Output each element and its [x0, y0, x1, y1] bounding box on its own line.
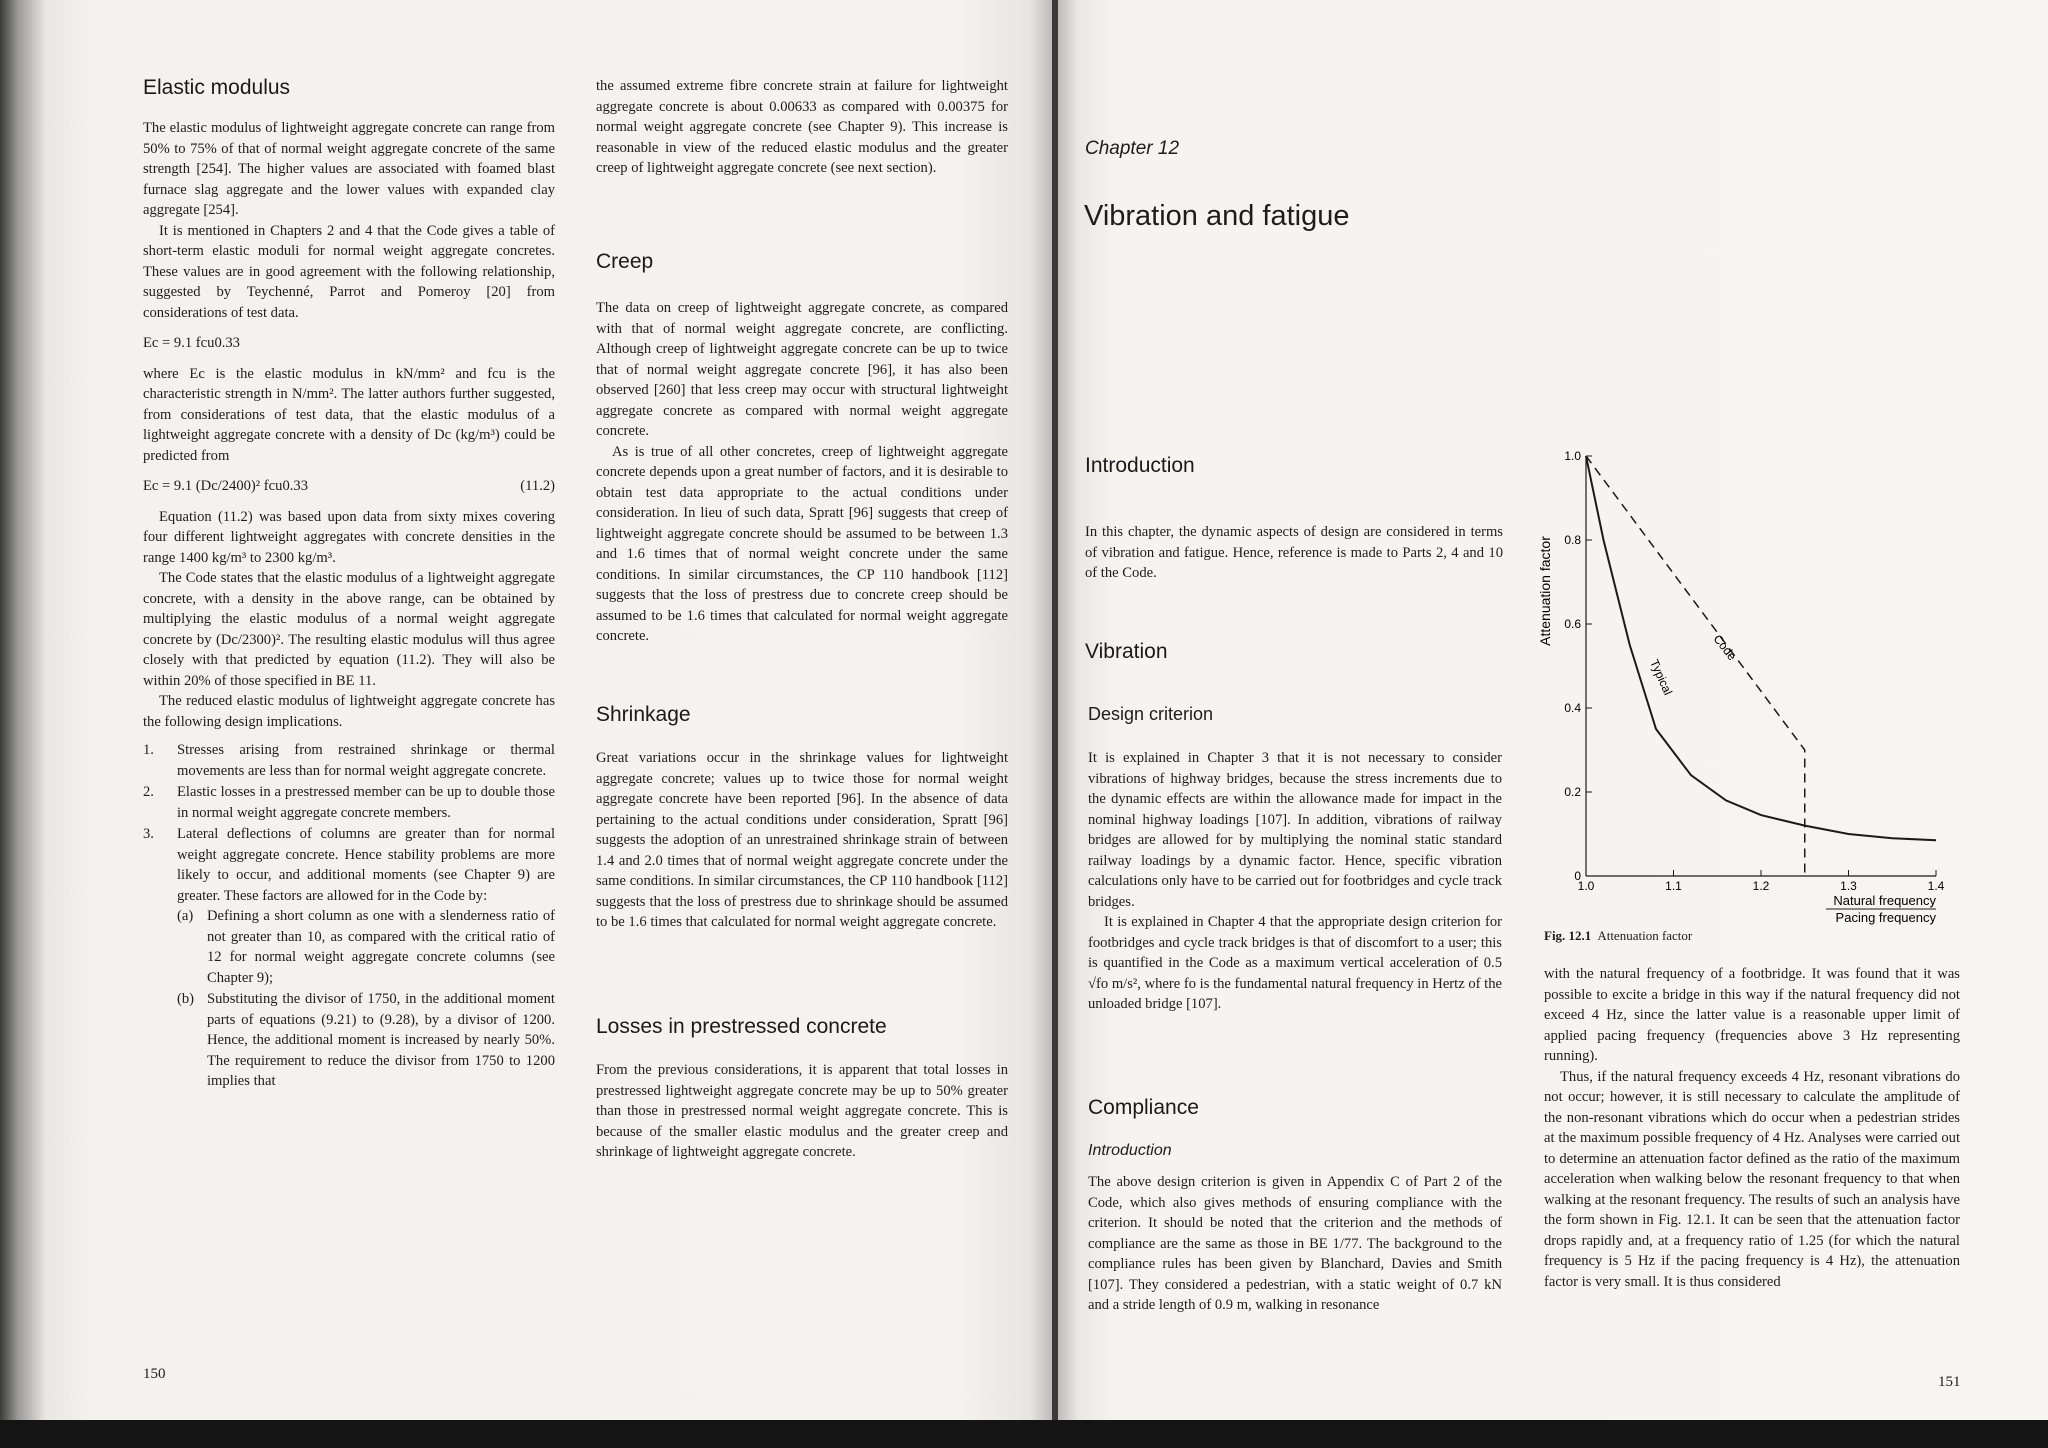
y-tick-label: 0: [1574, 869, 1581, 883]
chart-series: [1586, 456, 1936, 876]
paragraph: The reduced elastic modulus of lightweight aggregate concrete has the following design implications.: [143, 693, 555, 730]
heading-introduction: Introduction: [1085, 454, 1195, 477]
left-column-2-top: [596, 76, 1008, 179]
chapter-label: Chapter 12: [1085, 138, 1180, 159]
heading-vibration: Vibration: [1085, 640, 1168, 663]
paragraph: The Code states that the elastic modulus of a lightweight aggregate concrete, with a density in the above range, can be obtained by multiplying the elastic modulus of a normal weight aggregate concrete by (Dc/2300)². The resulting elastic modulus will thus agree closely with that predicted by equation (11.2). They will also be within 20% of those specified in BE 11.: [143, 570, 555, 689]
series-label-code: Code: [1710, 631, 1740, 664]
sub-list-item: [177, 989, 555, 1092]
x-tick-label: 1.1: [1665, 879, 1682, 893]
paragraph: The elastic modulus of lightweight aggregate concrete can range from 50% to 75% of that of normal weight aggregate concrete of the same strength [254]. The higher values are associated with foamed blast furnace slag aggregate and the lower values with expanded clay aggregate [254].: [143, 120, 555, 218]
design-criterion-text: [1088, 748, 1502, 1015]
paragraph: As is true of all other concretes, creep of lightweight aggregate concrete depends upon a great number of factors, and it is desirable to obtain test data appropriate to the actual conditions under consideration. In lieu of such data, Spratt [96] suggests that creep of lightweight aggregate concrete should be assumed to be between 1.3 and 1.6 times that of normal weight concrete under the same conditions. In similar circumstances, the CP 110 handbook [112] suggests that the loss of prestress due to concrete creep should be assumed to be 1.6 times that calculated for normal weight aggregate concrete.: [596, 443, 1008, 644]
paragraph: In this chapter, the dynamic aspects of design are considered in terms of vibration and fatigue. Hence, reference is made to Parts 2, 4 and 10 of the Code.: [1085, 524, 1503, 581]
heading-elastic-modulus: Elastic modulus: [143, 76, 291, 99]
chart-x-label-denominator: Pacing frequency: [1835, 910, 1936, 925]
paragraph: It is mentioned in Chapters 2 and 4 that the Code gives a table of short-term elastic moduli for normal weight aggregate concretes. These values are in good agreement with the following relationship, suggested by Teychenné, Parrot and Pomeroy [20] from considerations of test data.: [143, 222, 555, 321]
losses-text: [596, 1060, 1008, 1163]
paragraph: where Ec is the elastic modulus in kN/mm² and fcu is the characteristic strength in N/mm². The latter authors further suggested, from considerations of test data, that the elastic modulus of a lightweight aggregate concrete with a density of Dc (kg/m³) could be predicted from: [143, 365, 555, 464]
shrinkage-text: [596, 748, 1008, 933]
y-tick-label: 0.2: [1564, 785, 1581, 799]
figure-caption-text: Attenuation factor: [1597, 928, 1693, 943]
sub-list-item: [177, 906, 555, 988]
left-column-1: [143, 118, 555, 1093]
paragraph: From the previous considerations, it is apparent that total losses in prestressed lightweight aggregate concrete may be up to 50% greater than those in prestressed normal weight aggregate concrete. This is because of the smaller elastic modulus and the greater creep and shrinkage of lightweight aggregate concrete.: [596, 1062, 1008, 1160]
list-number: 2.: [143, 784, 154, 800]
y-tick-label: 0.4: [1564, 701, 1581, 715]
chart-x-label-numerator: Natural frequency: [1833, 893, 1936, 908]
implications-list: [143, 740, 555, 1092]
list-number: 3.: [143, 826, 154, 842]
chapter-title: Vibration and fatigue: [1084, 200, 1350, 232]
compliance-text: [1088, 1172, 1502, 1316]
paragraph: It is explained in Chapter 3 that it is not necessary to consider vibrations of highway bridges, because the stress increments due to the dynamic effects are within the allowance made for impact in the nominal highway loadings [107]. In addition, vibrations of railway bridges are allowed for by multiplying the nominal static standard railway loadings by a dynamic factor. Hence, specific vibration calculations only have to be carried out for footbridges and cycle track bridges.: [1088, 750, 1502, 910]
x-tick-label: 1.4: [1927, 879, 1945, 893]
figure-number: Fig. 12.1: [1544, 928, 1592, 943]
list-item: [143, 740, 555, 781]
attenuation-factor-chart: [1536, 436, 1956, 926]
list-text: Lateral deflections of columns are greater than for normal weight aggregate concrete. Hence stability problems are more likely to occur, and additional moments (see Chapter 9) are greater. These factors are allowed for in the Code by:: [177, 826, 555, 904]
list-item: [143, 782, 555, 823]
x-tick-label: 1.0: [1577, 879, 1595, 893]
equation-2: [143, 476, 555, 497]
bottom-edge: [0, 1420, 2048, 1448]
intro-text: [1085, 522, 1503, 584]
y-tick-label: 0.6: [1564, 617, 1581, 631]
list-item: [143, 824, 555, 1092]
sub-list-number: (b): [177, 991, 195, 1007]
equation-text: Ec = 9.1 (Dc/2400)² fcu0.33: [143, 478, 308, 494]
x-tick-label: 1.3: [1840, 879, 1857, 893]
page-number-left: 150: [143, 1366, 166, 1382]
paragraph: Equation (11.2) was based upon data from sixty mixes covering four different lightweight aggregates with concrete densities in the range 1400 kg/m³ to 2300 kg/m³.: [143, 508, 555, 566]
sub-list: [177, 906, 555, 1092]
heading-losses-prestressed: Losses in prestressed concrete: [596, 1015, 887, 1038]
heading-design-criterion: Design criterion: [1088, 704, 1214, 724]
list-number: 1.: [143, 742, 154, 758]
sub-list-text: Substituting the divisor of 1750, in the additional moment parts of equations (9.21) to (9.28), by a divisor of 1200. Hence, the additional moment is increased by nearly 50%. The requirement to reduce the divisor from 1750 to 1200 implies that: [207, 991, 555, 1089]
equation-1: [143, 333, 555, 354]
series-line-typical: [1586, 456, 1936, 840]
series-label-typical: Typical: [1647, 657, 1676, 698]
heading-creep: Creep: [596, 250, 654, 273]
heading-shrinkage: Shrinkage: [596, 703, 691, 726]
chart-y-axis-label: Attenuation factor: [1537, 536, 1553, 646]
paragraph: Thus, if the natural frequency exceeds 4 Hz, resonant vibrations do not occur; however, it is still necessary to calculate the amplitude of the non-resonant vibrations which do occur when a pedestrian strides at the maximum possible frequency of 4 Hz. Analyses were carried out to determine an attenuation factor defined as the ratio of the maximum acceleration when walking below the resonant frequency to that when walking at the resonant frequency. The results of such an analysis have the form shown in Fig. 12.1. It can be seen that the attenuation factor drops rapidly and, at a frequency ratio of 1.25 (for which the natural frequency is 5 Hz if the pacing frequency is 4 Hz), the attenuation factor is very small. It is thus considered: [1544, 1068, 1960, 1290]
paragraph: The data on creep of lightweight aggregate concrete, as compared with that of normal weight aggregate concrete, are conflicting. Although creep of lightweight aggregate concrete can be up to twice that of normal weight aggregate concrete [96], it has also been observed [260] that less creep may occur with structural lightweight aggregate concrete as compared with normal weight aggregate concrete.: [596, 300, 1008, 439]
chart-axes: [1586, 456, 1936, 876]
x-tick-label: 1.2: [1752, 879, 1770, 893]
sub-list-number: (a): [177, 908, 194, 924]
right-column-2: [1544, 964, 1960, 1292]
y-tick-label: 0.8: [1564, 533, 1581, 547]
sub-list-text: Defining a short column as one with a slenderness ratio of not greater than 10, as compared with the critical ratio of 12 for normal weight aggregate concrete columns (see Chapter 9);: [207, 908, 555, 986]
paragraph: with the natural frequency of a footbridge. It was found that it was possible to excite a bridge in this way if the natural frequency did not exceed 4 Hz, since the latter value is a reasonable upper limit of applied pacing frequency (frequencies above 3 Hz representing running).: [1544, 966, 1960, 1064]
paragraph: It is explained in Chapter 4 that the appropriate design criterion for footbridges and cycle track bridges is that of discomfort to a user; this is quantified in the Code as a maximum vertical acceleration of 0.5 √fo m/s², where fo is the fundamental natural frequency in Hertz of the unloaded bridge [107].: [1088, 914, 1502, 1012]
y-tick-label: 1.0: [1564, 449, 1581, 463]
page-number-right: 151: [1938, 1374, 1961, 1390]
paragraph: Great variations occur in the shrinkage values for lightweight aggregate concrete; values up to twice those for normal weight aggregate concrete have been reported [96]. In the absence of data pertaining to the actual conditions under consideration, Spratt [96] suggests the adoption of an unrestrained shrinkage strain of between 1.4 and 2.0 times that of normal weight aggregate concrete under the same conditions. In similar circumstances, the CP 110 handbook [112] suggests that the loss of prestress due to shrinkage should be assumed to be 1.6 times that calculated for normal weight aggregate concrete.: [596, 750, 1008, 930]
chart-y-ticks: [1564, 449, 1592, 883]
list-text: Elastic losses in a prestressed member can be up to double those in normal weight aggregate concrete members.: [177, 784, 555, 821]
equation-number: (11.2): [520, 478, 555, 494]
list-text: Stresses arising from restrained shrinkage or thermal movements are less than for normal weight aggregate concrete.: [177, 742, 555, 779]
chart-x-ticks: [1578, 870, 1945, 893]
series-line-code: [1586, 456, 1805, 876]
creep-text: [596, 298, 1008, 647]
paragraph: the assumed extreme fibre concrete strain at failure for lightweight aggregate concrete is about 0.00633 as compared with 0.00375 for normal weight aggregate concrete (see Chapter 9). This increase is reasonable in view of the reduced elastic modulus and the greater creep of lightweight aggregate concrete (see next section).: [596, 78, 1008, 176]
heading-compliance: Compliance: [1088, 1096, 1199, 1119]
paragraph: The above design criterion is given in Appendix C of Part 2 of the Code, which also gives methods of ensuring compliance with the criterion. It should be noted that the criterion and the methods of compliance are the same as those in BE 1/77. The background to the compliance rules has been given by Blanchard, Davies and Smith [107]. They considered a pedestrian, with a static weight of 0.7 kN and a stride length of 0.9 m, walking in resonance: [1088, 1174, 1502, 1313]
heading-compliance-introduction: Introduction: [1088, 1142, 1172, 1159]
figure-caption: [1544, 928, 1692, 944]
equation-text: Ec = 9.1 fcu0.33: [143, 335, 240, 351]
